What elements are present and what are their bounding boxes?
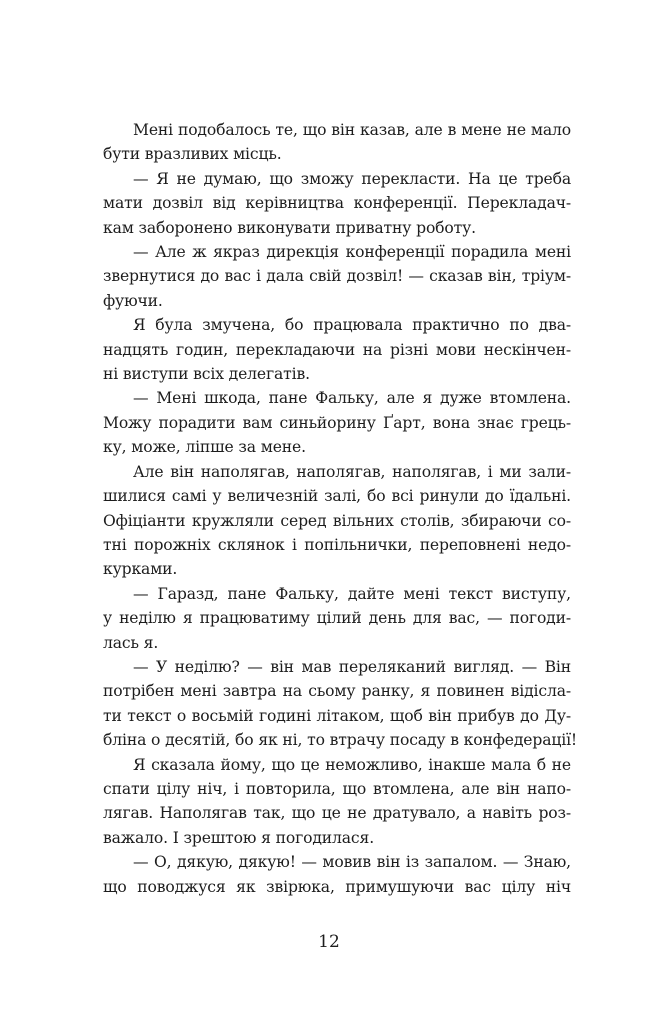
paragraph xyxy=(103,753,571,851)
text-line: ти текст о восьмій годині літаком, щоб він прибув до Ду- xyxy=(103,706,571,725)
text-line: тні порожніх склянок і попільнички, переповнені недо- xyxy=(103,535,571,554)
paragraph xyxy=(103,460,571,582)
text-line: — Я не думаю, що зможу перекласти. На це треба xyxy=(133,169,571,188)
body-text xyxy=(103,118,578,899)
text-line: бути вразливих місць. xyxy=(103,145,282,164)
text-line: потрібен мені завтра на сьому ранку, я повинен відісла- xyxy=(103,682,571,701)
text-line: шилися самі у величезній залі, бо всі ринули до їдальні. xyxy=(103,487,571,506)
paragraph xyxy=(103,240,571,313)
paragraph xyxy=(103,850,571,899)
text-line: Я була змучена, бо працювала практично по два- xyxy=(133,316,571,335)
text-line: — Але ж якраз дирекція конференції порадила мені xyxy=(133,243,571,262)
text-line: Але він наполягав, наполягав, наполягав, і ми зали- xyxy=(133,462,571,481)
text-line: Офіціанти кружляли серед вільних столів, збираючи со- xyxy=(103,511,571,530)
text-line: звернутися до вас і дала свій дозвіл! — сказав він, тріум- xyxy=(103,267,571,286)
text-line: — Гаразд, пане Фальку, дайте мені текст виступу, xyxy=(133,584,571,603)
text-line: — О, дякую, дякую! — мовив він із запалом. — Знаю, xyxy=(133,853,571,872)
paragraph xyxy=(103,386,571,459)
text-line: — Мені шкода, пане Фальку, але я дуже втомлена. xyxy=(133,389,571,408)
paragraph xyxy=(103,313,571,386)
text-line: лась я. xyxy=(103,633,159,652)
text-line: ку, може, ліпше за мене. xyxy=(103,438,306,457)
text-line: Я сказала йому, що це неможливо, інакше мала б не xyxy=(133,755,571,774)
paragraph xyxy=(103,582,571,655)
page-number: 12 xyxy=(318,932,340,952)
text-line: — У неділю? — він мав переляканий вигляд. — Він xyxy=(133,657,571,676)
text-line: фуючи. xyxy=(103,291,163,310)
paragraph xyxy=(103,118,571,167)
text-line: у неділю я працюватиму цілий день для вас, — погоди- xyxy=(103,609,571,628)
text-line: бліна о десятій, бо як ні, то втрачу посаду в конфедерації! xyxy=(103,731,578,750)
text-line: важало. І зрештою я погодилася. xyxy=(103,828,375,847)
text-line: Можу порадити вам синьйорину Ґарт, вона знає грець- xyxy=(103,413,571,432)
text-line: надцять годин, перекладаючи на різні мови нескінчен- xyxy=(103,340,571,359)
paragraph xyxy=(103,167,571,240)
text-line: кам заборонено виконувати приватну роботу. xyxy=(103,218,476,237)
text-line: мати дозвіл від керівництва конференції. Перекладач- xyxy=(103,194,571,213)
text-line: лягав. Наполягав так, що це не дратувало, а навіть роз- xyxy=(103,804,571,823)
text-line: що поводжуся як звірюка, примушуючи вас цілу ніч xyxy=(103,877,571,896)
text-line: ні виступи всіх делегатів. xyxy=(103,365,310,384)
text-line: Мені подобалось те, що він казав, але в мене не мало xyxy=(133,121,571,139)
text-line: спати цілу ніч, і повторила, що втомлена, але він напо- xyxy=(103,779,571,798)
text-line: курками. xyxy=(103,560,178,579)
paragraph xyxy=(103,655,578,753)
